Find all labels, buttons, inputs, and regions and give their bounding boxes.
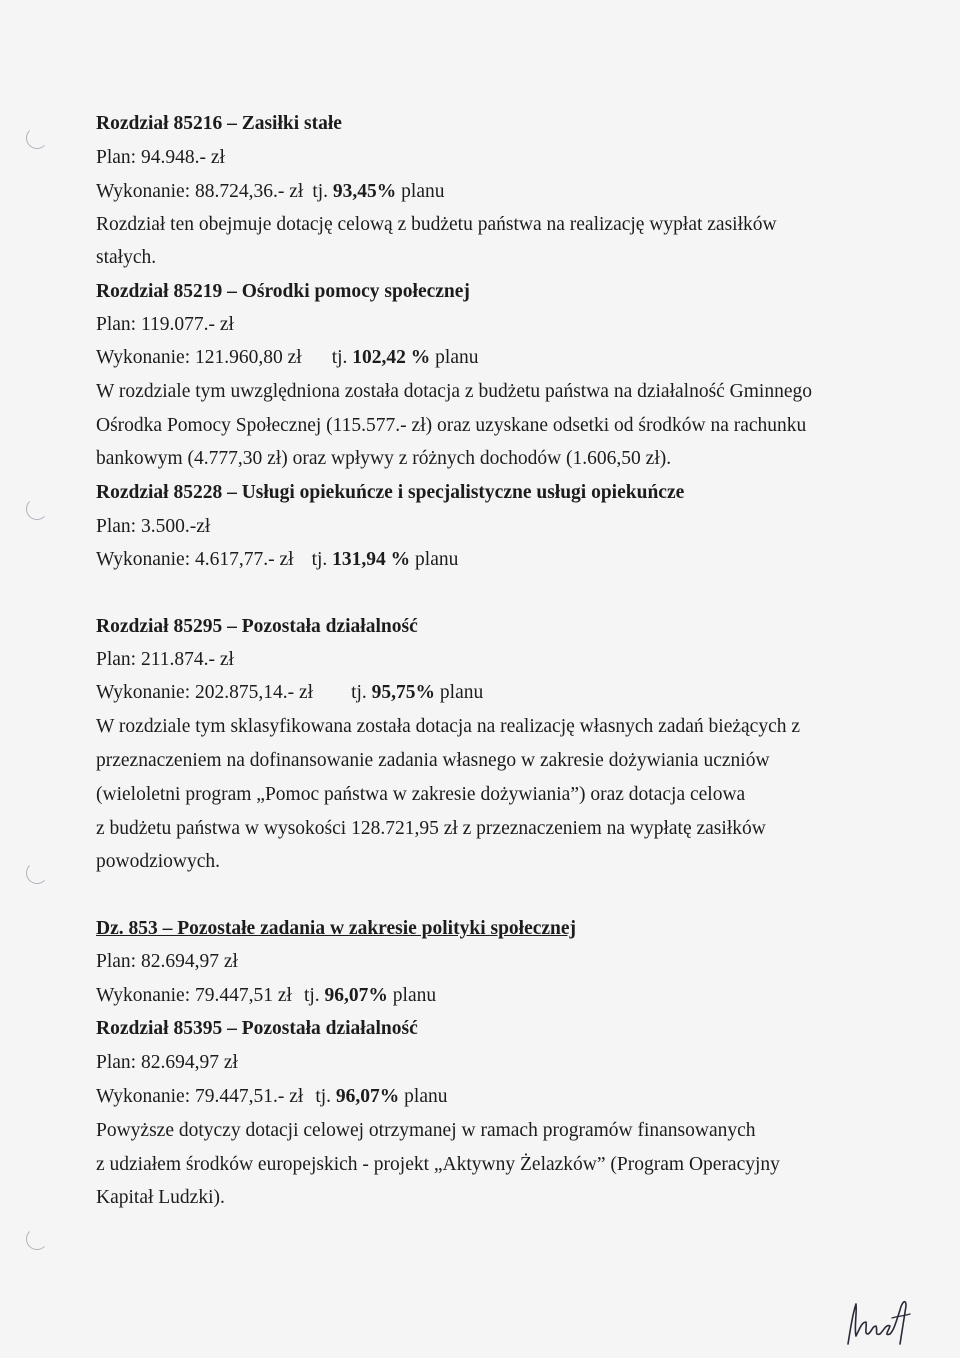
execution-line xyxy=(96,681,483,705)
tj-label: tj. xyxy=(312,181,329,202)
paragraph-text: bankowym (4.777,30 zł) oraz wpływy z różnych dochodów (1.606,50 zł). xyxy=(96,448,672,469)
paragraph-line xyxy=(96,1119,756,1143)
paragraph-line xyxy=(96,447,671,471)
punch-hole-mark-icon xyxy=(26,498,48,520)
percent-value: 96,07% xyxy=(335,1086,400,1107)
paragraph-text: Ośrodka Pomocy Społecznej (115.577.- zł) oraz uzyskane odsetki od środków na rachunku xyxy=(96,415,807,436)
paragraph-text: Rozdział ten obejmuje dotację celową z budżetu państwa na realizację wypłat zasiłków xyxy=(96,214,777,235)
paragraph-line xyxy=(96,380,812,404)
plan-word: planu xyxy=(415,549,459,570)
paragraph-text: Powyższe dotyczy dotacji celowej otrzymanej w ramach programów finansowanych xyxy=(96,1120,756,1141)
execution-text: Wykonanie: 88.724,36.- zł xyxy=(96,181,304,202)
plan-word: planu xyxy=(435,347,479,368)
punch-hole-mark-icon xyxy=(26,127,48,149)
plan-word: planu xyxy=(392,985,437,1006)
execution-line xyxy=(96,346,479,370)
plan-line xyxy=(96,950,238,974)
punch-hole-mark-icon xyxy=(26,1228,48,1250)
plan-line xyxy=(96,146,225,170)
paragraph-line xyxy=(96,749,770,773)
plan-word: planu xyxy=(401,181,445,202)
paragraph-text: W rozdziale tym uwzględniona została dotacja z budżetu państwa na działalność Gminnego xyxy=(96,381,813,402)
percent-value: 102,42 % xyxy=(352,347,431,368)
paragraph-text: z budżetu państwa w wysokości 128.721,95 zł z przeznaczeniem na wypłatę zasiłków xyxy=(96,818,766,839)
section-heading-85219 xyxy=(96,280,470,304)
plan-line xyxy=(96,1051,238,1075)
paragraph-text: (wieloletni program „Pomoc państwa w zakresie dożywiania”) oraz dotacja celowa xyxy=(96,784,746,805)
paragraph-line xyxy=(96,715,800,739)
paragraph-line xyxy=(96,817,766,841)
plan-line xyxy=(96,515,210,539)
paragraph-text: W rozdziale tym sklasyfikowana została dotacja na realizację własnych zadań bieżących z xyxy=(96,716,800,737)
heading-text: Dz. 853 – Pozostałe zadania w zakresie polityki społecznej xyxy=(96,918,577,939)
execution-line xyxy=(96,984,436,1008)
section-heading-85395 xyxy=(96,1017,418,1041)
execution-line xyxy=(96,180,445,204)
section-heading-85228 xyxy=(96,481,684,505)
execution-text: Wykonanie: 121.960,80 zł xyxy=(96,347,302,368)
handwritten-signature-icon xyxy=(840,1292,920,1348)
plan-text: Plan: 3.500.-zł xyxy=(96,516,211,537)
paragraph-line xyxy=(96,213,777,237)
execution-line xyxy=(96,548,458,572)
paragraph-line xyxy=(96,850,220,874)
execution-text: Wykonanie: 202.875,14.- zł xyxy=(96,682,314,703)
paragraph-text: z udziałem środków europejskich - projekt „Aktywny Żelazków” (Program Operacyjny xyxy=(96,1154,780,1175)
punch-hole-mark-icon xyxy=(26,862,48,884)
paragraph-text: Kapitał Ludzki). xyxy=(96,1187,225,1208)
paragraph-text: stałych. xyxy=(96,247,157,268)
plan-text: Plan: 211.874.- zł xyxy=(96,649,234,670)
percent-value: 96,07% xyxy=(324,985,388,1006)
percent-value: 95,75% xyxy=(371,682,436,703)
heading-text: Rozdział 85219 – Ośrodki pomocy społecznej xyxy=(96,281,470,302)
execution-text: Wykonanie: 79.447,51.- zł xyxy=(96,1086,304,1107)
tj-label: tj. xyxy=(331,347,348,368)
plan-line xyxy=(96,313,234,337)
paragraph-line xyxy=(96,414,806,438)
paragraph-text: przeznaczeniem na dofinansowanie zadania własnego w zakresie dożywiania uczniów xyxy=(96,750,770,771)
execution-text: Wykonanie: 4.617,77.- zł xyxy=(96,549,294,570)
tj-label: tj. xyxy=(311,549,328,570)
paragraph-line xyxy=(96,1186,225,1210)
tj-label: tj. xyxy=(315,1086,332,1107)
percent-value: 131,94 % xyxy=(332,549,411,570)
plan-text: Plan: 94.948.- zł xyxy=(96,147,225,168)
heading-text: Rozdział 85295 – Pozostała działalność xyxy=(96,616,418,637)
plan-text: Plan: 119.077.- zł xyxy=(96,314,234,335)
section-heading-85216 xyxy=(96,112,342,136)
division-heading-853 xyxy=(96,917,576,941)
plan-text: Plan: 82.694,97 zł xyxy=(96,951,238,972)
plan-word: planu xyxy=(439,682,484,703)
paragraph-text: powodziowych. xyxy=(96,851,221,872)
section-heading-85295 xyxy=(96,615,418,639)
heading-text: Rozdział 85216 – Zasiłki stałe xyxy=(96,113,342,134)
heading-text: Rozdział 85395 – Pozostała działalność xyxy=(96,1018,418,1039)
plan-line xyxy=(96,648,234,672)
plan-word: planu xyxy=(404,1086,448,1107)
tj-label: tj. xyxy=(303,985,320,1006)
paragraph-line xyxy=(96,783,745,807)
heading-text: Rozdział 85228 – Usługi opiekuńcze i specjalistyczne usługi opiekuńcze xyxy=(96,482,685,503)
paragraph-line xyxy=(96,246,156,270)
paragraph-line xyxy=(96,1153,780,1177)
percent-value: 93,45% xyxy=(332,181,397,202)
execution-text: Wykonanie: 79.447,51 zł xyxy=(96,985,292,1006)
execution-line xyxy=(96,1085,448,1109)
plan-text: Plan: 82.694,97 zł xyxy=(96,1052,238,1073)
tj-label: tj. xyxy=(351,682,367,703)
